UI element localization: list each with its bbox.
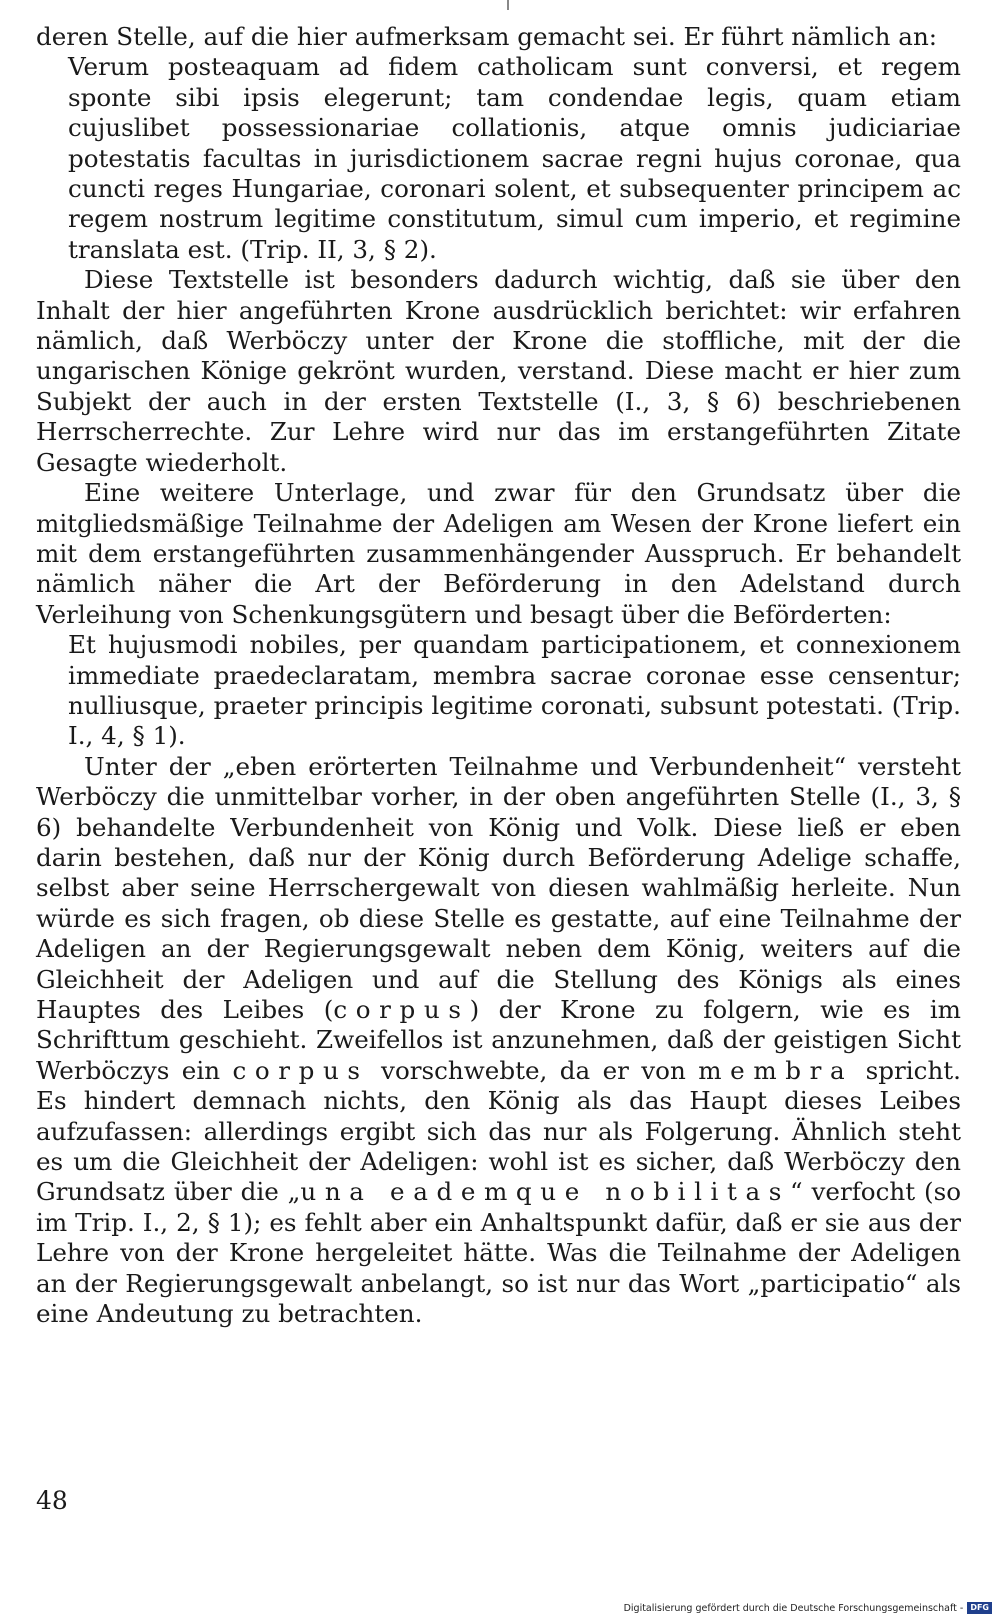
text-run: “ verfocht (so im Trip. I., 2, § 1); es fehlt aber ein Anhaltspunkt dafür, daß er sie aus der Lehre von der Krone hergeleitet hätte. Was die Teilnahme der Adeligen an der Regierungsgewalt anbelangt, so ist nur das Wort „participatio“ als eine Andeutung zu betrachten. [36, 1177, 962, 1329]
latin-quote-2: Et hujusmodi nobiles, per quandam participationem, et connexionem immediate praedeclaratam, membra sacrae coronae esse censentur; nulliusque, praeter principis legitime coronati, subsunt potestati. (Trip. I., 4, § 1). [68, 630, 961, 751]
dfg-logo: DFG [967, 1602, 992, 1614]
paragraph-continuation: deren Stelle, auf die hier aufmerksam gemacht sei. Er führt nämlich an: [36, 22, 938, 51]
page-number: 48 [36, 1486, 68, 1515]
scan-mark [507, 0, 509, 10]
text-run: spricht. Es hindert demnach nichts, den König als das Haupt dieses Leibes aufzufassen: allerdings ergibt sich das nur als Folgerung. Ähnlich steht es um die Gleichheit der Adeligen: wohl ist es sicher, daß Werböczy den Grundsatz über die „ [36, 1055, 961, 1207]
paragraph-textstelle: Diese Textstelle ist besonders dadurch wichtig, daß sie über den Inhalt der hier angeführten Krone ausdrücklich berichtet: wir erfahren nämlich, daß Werböczy unter der Krone die stoffliche, mit der die ungarischen Könige gekrönt wurden, verstand. Diese macht er hier zum Subjekt der auch in der ersten Textstelle (I., 3, § 6) beschriebenen Herrscherrechte. Zur Lehre wird nur das im erstangeführten Zitate Gesagte wiederholt. [36, 265, 961, 477]
spaced-term: membra [698, 1055, 854, 1085]
footer-credit [624, 1602, 992, 1614]
spaced-term: corpus [232, 1055, 369, 1085]
text-run: Unter der „eben erörterten Teilnahme und Verbundenheit“ versteht Werböczy die unmittelbar vorher, in der oben angeführten Stelle (I., 3, § 6) behandelte Verbundenheit von König und Volk. Diese ließ er eben darin bestehen, daß nur der König durch Beförderung Adelige schaffe, selbst aber seine Herrschergewalt von diesen wahlmäßig herleite. Nun würde es sich fragen, ob diese Stelle es gestatte, auf eine Teilnahme der Adeligen an der Regierungsgewalt neben dem König, weiters auf die Gleichheit der Adeligen und auf die Stellung des Königs als eines Hauptes des Leibes ( [36, 751, 961, 1024]
footer-text: Digitalisierung gefördert durch die Deutsche Forschungsgemeinschaft - [623, 1602, 964, 1614]
paragraph-unterlage: Eine weitere Unterlage, und zwar für den Grundsatz über die mitgliedsmäßige Teilnahme der Adeligen am Wesen der Krone liefert ein mit dem erstangeführten zusammenhängender Ausspruch. Er behandelt nämlich näher die Art der Beförderung in den Adelstand durch Verleihung von Schenkungsgütern und besagt über die Beförderten: [36, 478, 961, 629]
text-run: vorschwebte, da er von [368, 1055, 699, 1085]
paragraph-teilnahme [36, 752, 961, 1330]
page-body [36, 22, 961, 1618]
latin-quote-1: Verum posteaquam ad fidem catholicam sunt conversi, et regem sponte sibi ipsis elegerunt; tam condendae legis, quam etiam cujuslibet possessionariae collationis, atque omnis judiciariae potestatis facultas in jurisdictionem sacrae regni hujus coronae, qua cuncti reges Hungariae, coronari solent, et subsequenter principem ac regem nostrum legitime constitutum, simul cum imperio, et regimine translata est. (Trip. II, 3, § 2). [68, 52, 961, 264]
text-run: ) der Krone zu folgern, wie es im Schrifttum geschieht. Zweifellos ist anzunehmen, daß der geistigen Sicht Werböczys ein [36, 995, 962, 1085]
spaced-term: una eademque nobilitas [300, 1177, 791, 1207]
spaced-term: corpus [333, 995, 470, 1024]
